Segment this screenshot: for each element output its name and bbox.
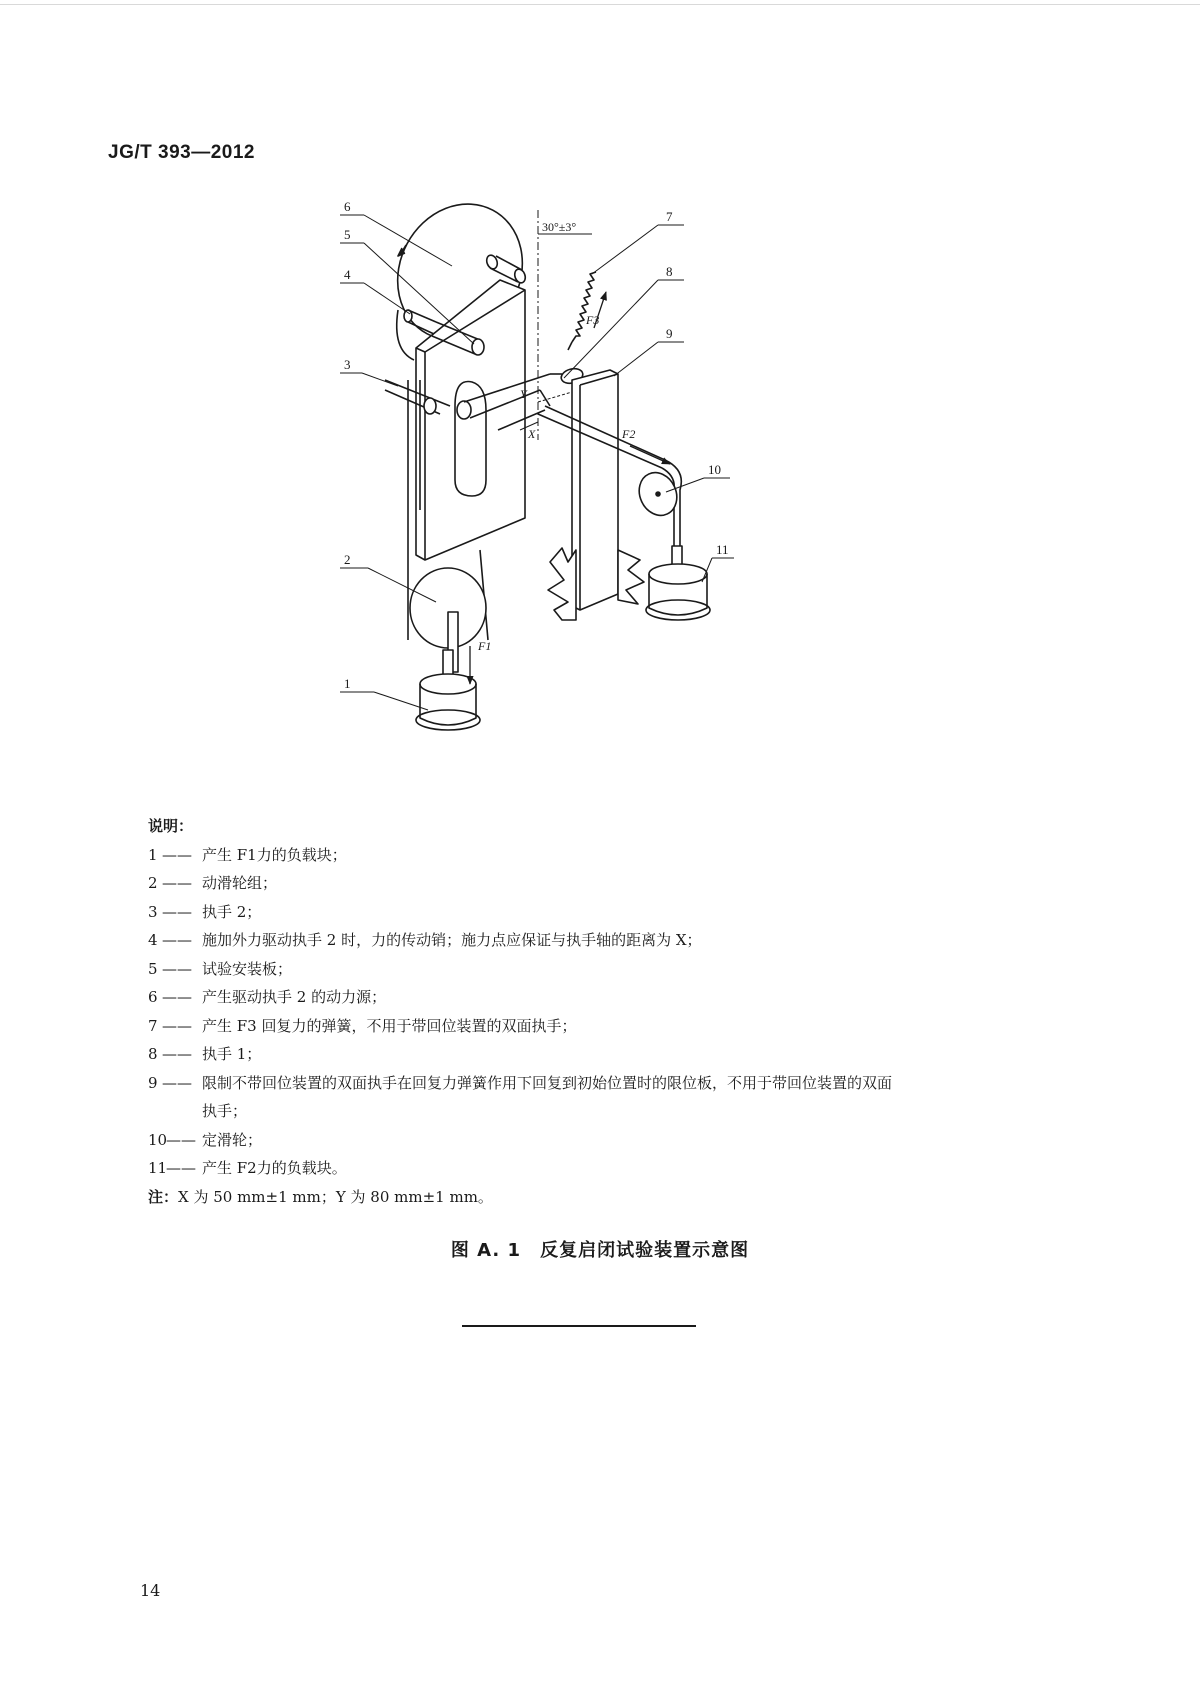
test-apparatus-diagram [340, 199, 840, 800]
legend-item: 9 —— 限制不带回位装置的双面执手在回复力弹簧作用下回复到初始位置时的限位板，不用于带回位装置的双面 [148, 1073, 893, 1092]
callout-5: 5 [344, 227, 351, 242]
legend-item: 8 —— 执手 1； [148, 1045, 262, 1063]
callout-2: 2 [344, 552, 351, 567]
callout-10: 10 [708, 462, 721, 477]
legend-item: 6 —— 产生驱动执手 2 的动力源； [148, 988, 387, 1006]
apparatus-drawing [340, 199, 840, 800]
legend-item: 3 —— 执手 2； [148, 902, 262, 921]
callout-6: 6 [344, 199, 351, 214]
return-spring [568, 272, 596, 350]
angle-label: 30°±3° [542, 220, 577, 234]
force-label-f1: F1 [478, 639, 492, 653]
callout-3: 3 [344, 357, 351, 372]
callout-11: 11 [716, 542, 729, 557]
fixed-pulley [632, 466, 683, 521]
plate-slot [455, 382, 486, 497]
page-number: 14 [140, 1581, 161, 1600]
legend-item: 11 —— 产生 F2力的负载块。 [148, 1159, 347, 1177]
top-border-line [0, 4, 1200, 5]
limit-plate [548, 370, 644, 620]
legend-item: 4 —— 施加外力驱动执手 2 时，力的传动销；施力点应保证与执手轴的距离为 X； [148, 931, 702, 949]
force-label-f3: F3 [586, 313, 600, 327]
force-arrow-f2 [630, 446, 670, 464]
callout-8: 8 [666, 264, 673, 279]
footnote-text: X 为 50 mm±1 mm；Y 为 80 mm±1 mm。 [178, 1187, 493, 1206]
dimension-label-y: Y [520, 387, 527, 401]
legend-notes [148, 812, 1068, 1211]
legend-item: 2 —— 动滑轮组； [148, 874, 278, 892]
figure-caption: 图 A. 1 反复启闭试验装置示意图 [450, 1240, 750, 1261]
legend-title: 说明： [148, 817, 194, 835]
callout-4: 4 [344, 267, 351, 282]
dimension-label-x: X [528, 427, 536, 441]
footnote-label: 注： [148, 1187, 179, 1206]
callout-1: 1 [344, 676, 351, 691]
legend-item-continuation: 执手； [202, 1102, 248, 1120]
callout-9: 9 [666, 326, 673, 341]
end-rule [462, 1325, 696, 1327]
footnote [148, 1183, 1068, 1212]
legend-item: 5 —— 试验安装板； [148, 959, 293, 978]
legend-item: 7 —— 产生 F3 回复力的弹簧，不用于带回位装置的双面执手； [148, 1016, 577, 1035]
callout-7: 7 [666, 209, 673, 224]
standard-code-header: JG/T 393—2012 [108, 142, 255, 163]
legend-item: 1 —— 产生 F1力的负载块； [148, 845, 347, 864]
legend-item: 10 —— 定滑轮； [148, 1130, 263, 1149]
load-block-11 [646, 546, 710, 620]
force-label-f2: F2 [622, 427, 636, 441]
